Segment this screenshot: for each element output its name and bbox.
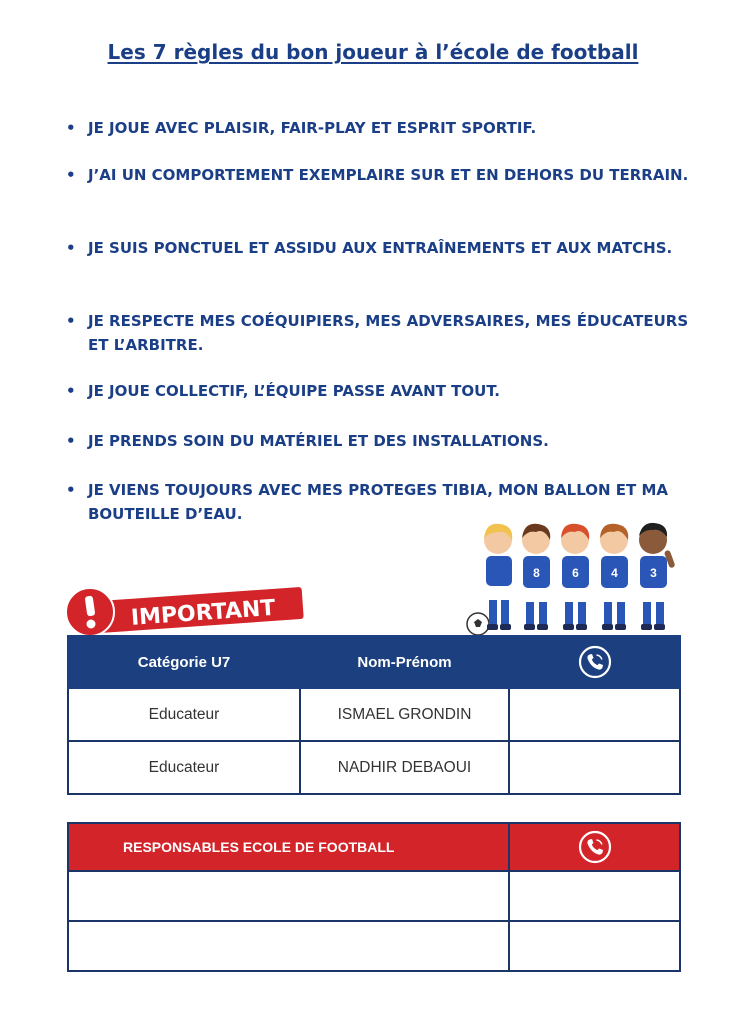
table-cell-name: ISMAEL GRONDIN xyxy=(300,688,509,741)
table-cell-role: Educateur xyxy=(68,741,300,794)
table-row xyxy=(68,688,680,741)
list-item xyxy=(64,478,694,526)
bullet-icon: • xyxy=(66,382,76,400)
table-row xyxy=(68,741,680,794)
table-cell-phone xyxy=(509,921,680,971)
kid-figure xyxy=(522,524,550,630)
table-cell-phone xyxy=(509,741,680,794)
page-title: Les 7 règles du bon joueur à l’école de football xyxy=(107,40,639,64)
responsables-table xyxy=(67,822,681,972)
important-label: IMPORTANT xyxy=(130,595,277,631)
table-row xyxy=(68,921,680,971)
rule-text: JE RESPECTE MES COÉQUIPIERS, MES ADVERSAIRES, MES ÉDUCATEURS ET L’ARBITRE. xyxy=(88,312,689,354)
jersey-number: 6 xyxy=(572,566,579,580)
responsables-header: RESPONSABLES ECOLE DE FOOTBALL xyxy=(68,823,509,871)
table-cell-phone xyxy=(509,871,680,921)
rule-text: JE VIENS TOUJOURS AVEC MES PROTEGES TIBIA, MON BALLON ET MA BOUTEILLE D’EAU. xyxy=(88,481,669,523)
list-item xyxy=(64,116,694,140)
column-header-category: Catégorie U7 xyxy=(68,636,300,688)
bullet-icon: • xyxy=(66,119,76,137)
bullet-icon: • xyxy=(66,312,76,330)
list-item xyxy=(64,236,694,260)
rule-text: JE SUIS PONCTUEL ET ASSIDU AUX ENTRAÎNEMENTS ET AUX MATCHS. xyxy=(88,239,673,257)
list-item xyxy=(64,379,694,403)
table-header-row xyxy=(68,823,680,871)
bullet-icon: • xyxy=(66,432,76,450)
list-item xyxy=(64,429,694,453)
column-header-phone xyxy=(509,636,680,688)
bullet-icon: • xyxy=(66,481,76,499)
table-cell-name: NADHIR DEBAOUI xyxy=(300,741,509,794)
jersey-number: 4 xyxy=(611,566,618,580)
kid-figure xyxy=(639,523,676,630)
exclamation-icon xyxy=(66,588,114,636)
staff-table xyxy=(67,635,681,795)
soccer-ball-icon xyxy=(467,613,489,635)
jersey-number: 8 xyxy=(533,566,540,580)
rule-text: JE PRENDS SOIN DU MATÉRIEL ET DES INSTALLATIONS. xyxy=(88,432,549,450)
bullet-icon: • xyxy=(66,166,76,184)
table-row xyxy=(68,871,680,921)
list-item xyxy=(64,163,694,187)
kids-team-illustration xyxy=(460,520,690,640)
kid-figure xyxy=(484,524,512,630)
phone-icon xyxy=(578,645,612,679)
kid-figure xyxy=(600,524,628,630)
table-header-row xyxy=(68,636,680,688)
column-header-name: Nom-Prénom xyxy=(300,636,509,688)
kid-figure xyxy=(561,524,589,630)
bullet-icon: • xyxy=(66,239,76,257)
phone-icon xyxy=(578,830,612,864)
table-cell-phone xyxy=(509,688,680,741)
jersey-number: 3 xyxy=(650,566,657,580)
table-cell-name xyxy=(68,921,509,971)
table-cell-role: Educateur xyxy=(68,688,300,741)
rule-text: J’AI UN COMPORTEMENT EXEMPLAIRE SUR ET EN DEHORS DU TERRAIN. xyxy=(88,166,689,184)
important-stamp xyxy=(60,586,312,638)
column-header-phone xyxy=(509,823,680,871)
list-item xyxy=(64,309,694,357)
rule-text: JE JOUE COLLECTIF, L’ÉQUIPE PASSE AVANT TOUT. xyxy=(88,382,501,400)
rule-text: JE JOUE AVEC PLAISIR, FAIR-PLAY ET ESPRIT SPORTIF. xyxy=(88,119,537,137)
table-cell-name xyxy=(68,871,509,921)
